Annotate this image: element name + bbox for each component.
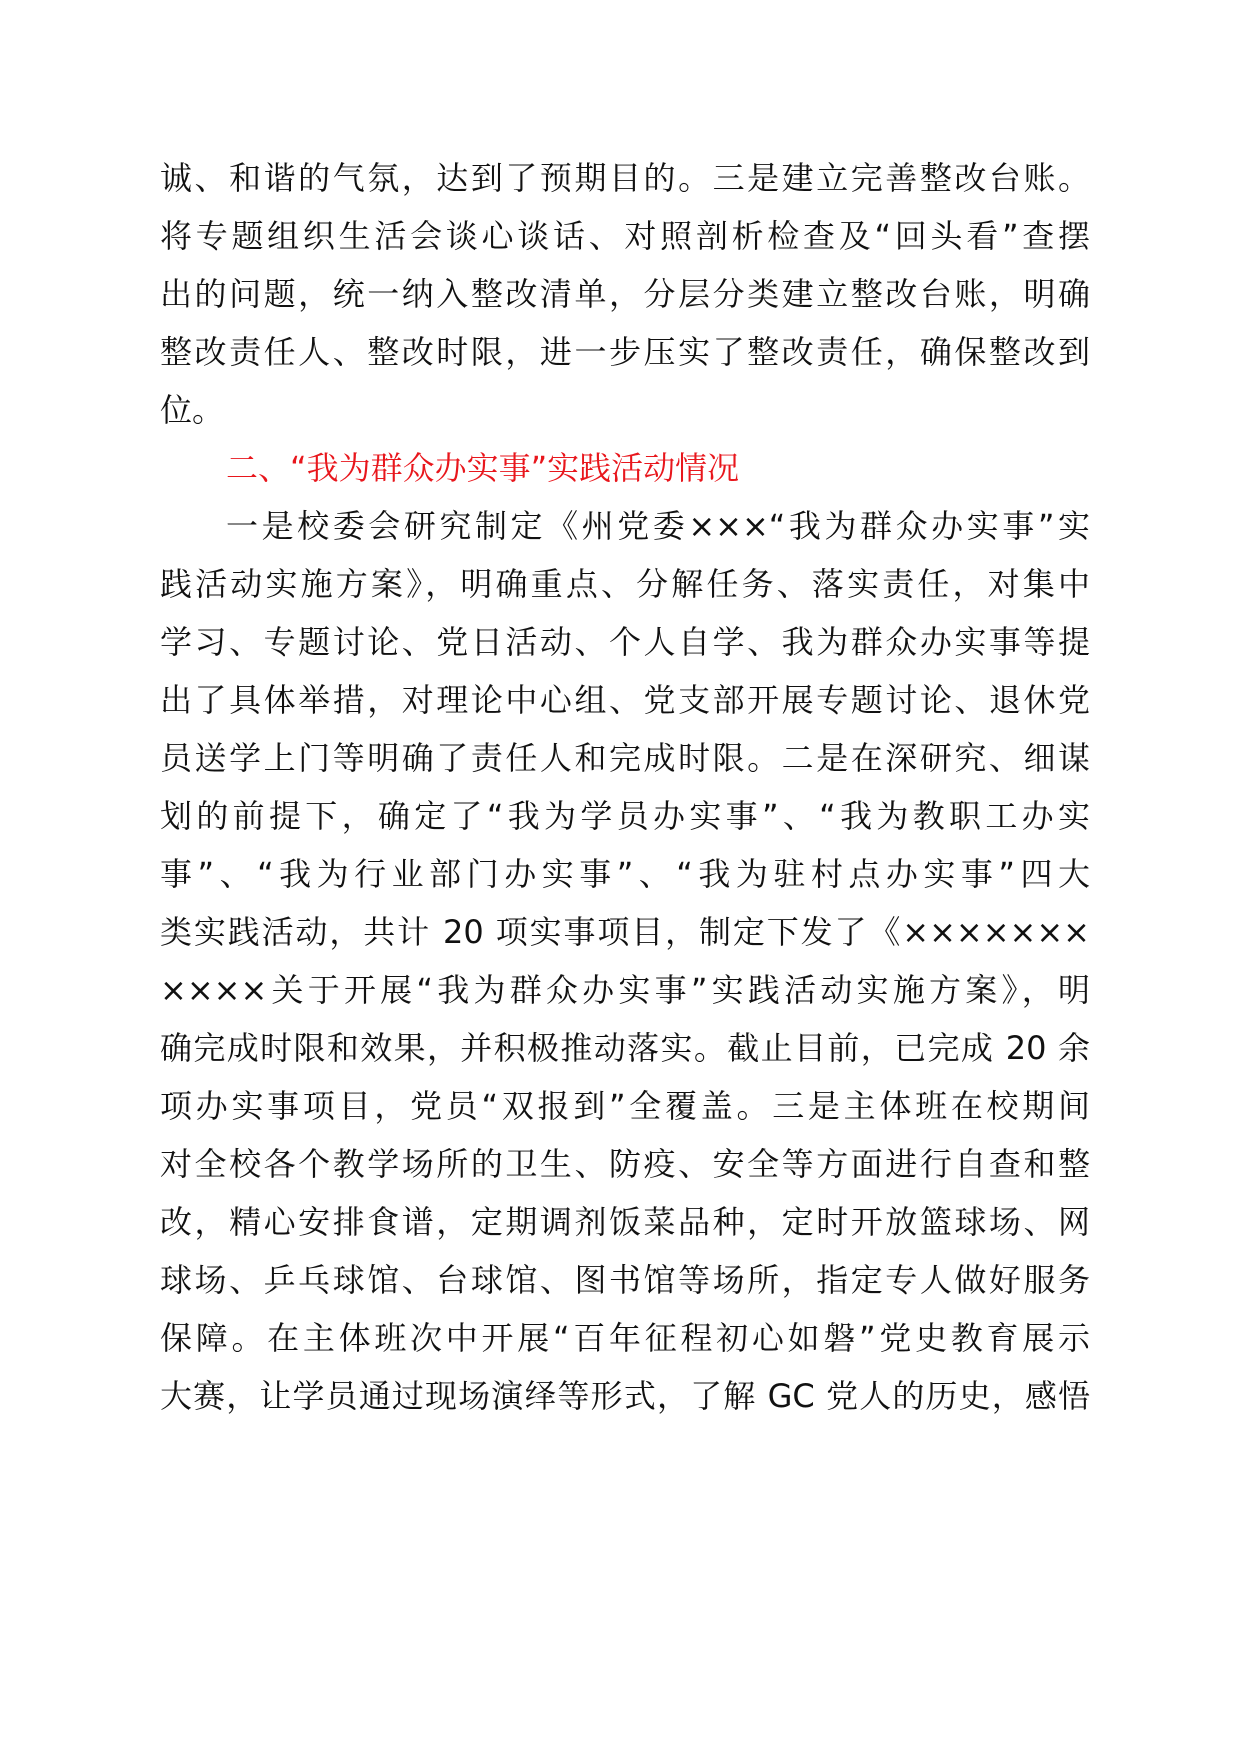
paragraph-line: 将专题组织生活会谈心谈话、对照剖析检查及“回头看”查摆 [160, 217, 1090, 255]
paragraph-line: 出的问题，统一纳入整改清单，分层分类建立整改台账，明确 [160, 275, 1090, 313]
paragraph-line: 项办实事项目，党员“双报到”全覆盖。三是主体班在校期间 [160, 1087, 1090, 1125]
paragraph-line: 诚、和谐的气氛，达到了预期目的。三是建立完善整改台账。 [160, 159, 1090, 197]
paragraph-line: 践活动实施方案》，明确重点、分解任务、落实责任，对集中 [160, 565, 1090, 603]
paragraph-line: 位。 [160, 391, 225, 429]
paragraph-line: 确完成时限和效果，并积极推动落实。截止目前，已完成 20 余 [160, 1029, 1090, 1067]
paragraph-line: ××××关于开展“我为群众办实事”实践活动实施方案》，明 [160, 971, 1090, 1009]
paragraph-line: 大赛，让学员通过现场演绎等形式，了解 GC 党人的历史，感悟 [160, 1377, 1090, 1415]
section-heading: 二、“我为群众办实事”实践活动情况 [226, 449, 740, 487]
paragraph-line: 整改责任人、整改时限，进一步压实了整改责任，确保整改到 [160, 333, 1090, 371]
paragraph-line: 球场、乒乓球馆、台球馆、图书馆等场所，指定专人做好服务 [160, 1261, 1090, 1299]
paragraph-line: 事”、“我为行业部门办实事”、“我为驻村点办实事”四大 [160, 855, 1090, 893]
paragraph-line: 改，精心安排食谱，定期调剂饭菜品种，定时开放篮球场、网 [160, 1203, 1090, 1241]
paragraph-line: 一是校委会研究制定《州党委×××“我为群众办实事”实 [226, 507, 1090, 545]
paragraph-line: 学习、专题讨论、党日活动、个人自学、我为群众办实事等提 [160, 623, 1090, 661]
paragraph-line: 保障。在主体班次中开展“百年征程初心如磐”党史教育展示 [160, 1319, 1090, 1357]
paragraph-line: 员送学上门等明确了责任人和完成时限。二是在深研究、细谋 [160, 739, 1090, 777]
paragraph-line: 划的前提下，确定了“我为学员办实事”、“我为教职工办实 [160, 797, 1090, 835]
paragraph-line: 类实践活动，共计 20 项实事项目，制定下发了《××××××× [160, 913, 1090, 951]
paragraph-line: 对全校各个教学场所的卫生、防疫、安全等方面进行自查和整 [160, 1145, 1090, 1183]
paragraph-line: 出了具体举措，对理论中心组、党支部开展专题讨论、退休党 [160, 681, 1090, 719]
